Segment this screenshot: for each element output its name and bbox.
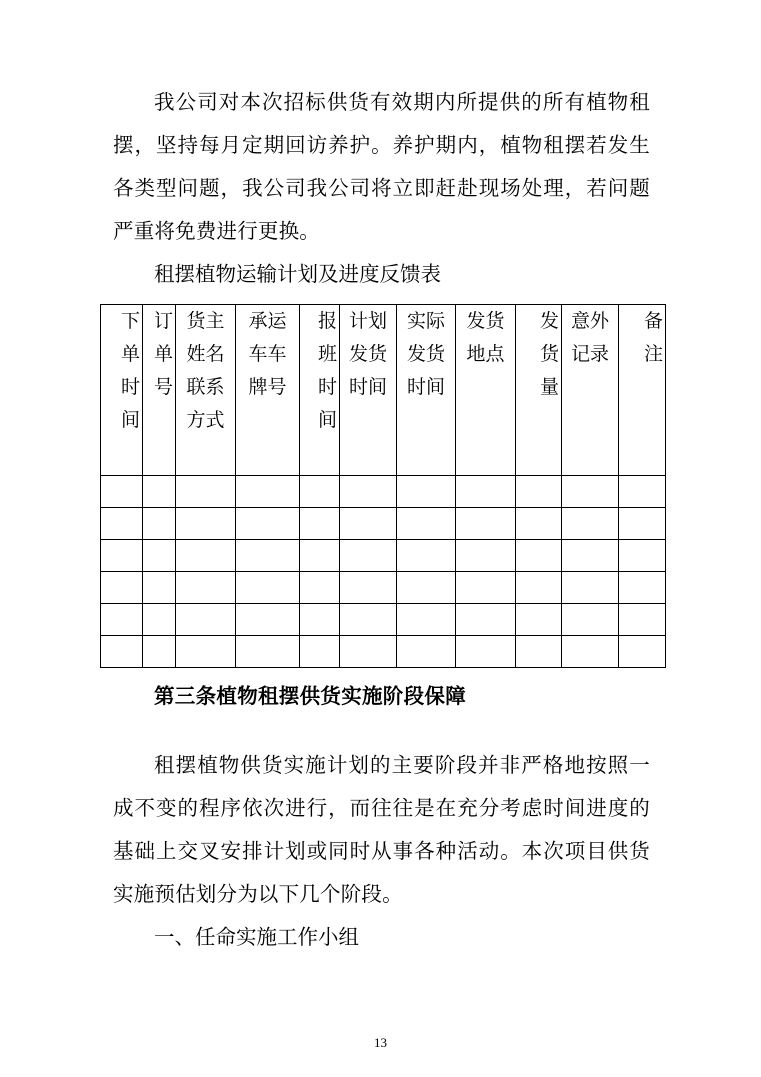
table-cell[interactable] <box>101 508 143 540</box>
page-number: 13 <box>374 1035 387 1050</box>
table-cell[interactable] <box>143 540 176 572</box>
table-cell[interactable] <box>516 540 562 572</box>
table-cell[interactable] <box>340 476 397 508</box>
transport-plan-table <box>100 304 666 668</box>
table-cell[interactable] <box>562 572 619 604</box>
table-cell[interactable] <box>176 636 236 668</box>
table-cell[interactable] <box>516 476 562 508</box>
table-cell[interactable] <box>516 604 562 636</box>
table-cell[interactable] <box>300 604 340 636</box>
table-cell[interactable] <box>619 604 666 636</box>
table-row <box>101 508 666 540</box>
header-text-owner-contact: 货主姓名联系方式 <box>186 311 225 431</box>
table-cell[interactable] <box>619 476 666 508</box>
table-header-cell <box>340 305 397 476</box>
table-header-cell <box>176 305 236 476</box>
table-cell[interactable] <box>101 540 143 572</box>
table-header-cell <box>456 305 516 476</box>
table-cell[interactable] <box>340 636 397 668</box>
table-cell[interactable] <box>397 604 456 636</box>
table-cell[interactable] <box>300 476 340 508</box>
table-header-cell <box>101 305 143 476</box>
table-cell[interactable] <box>300 572 340 604</box>
table-cell[interactable] <box>397 476 456 508</box>
table-cell[interactable] <box>397 572 456 604</box>
header-text-ship-quantity: 发货量 <box>540 311 560 398</box>
table-cell[interactable] <box>236 508 300 540</box>
table-cell[interactable] <box>619 508 666 540</box>
table-cell[interactable] <box>456 636 516 668</box>
table-cell[interactable] <box>340 540 397 572</box>
table-cell[interactable] <box>176 572 236 604</box>
table-cell[interactable] <box>236 572 300 604</box>
table-header-cell <box>143 305 176 476</box>
spacer <box>113 668 650 676</box>
table-header-row <box>101 305 666 476</box>
body-paragraph: 租摆植物供货实施计划的主要阶段并非严格地按照一成不变的程序依次进行，而往往是在充分考虑时间进度的基础上交叉安排计划或同时从事各种活动。本次项目供货实施预估划分为以下几个阶段。 <box>113 755 650 906</box>
table-cell[interactable] <box>456 604 516 636</box>
table-row <box>101 604 666 636</box>
table-cell[interactable] <box>456 508 516 540</box>
table-cell[interactable] <box>101 636 143 668</box>
table-cell[interactable] <box>236 636 300 668</box>
table-cell[interactable] <box>340 508 397 540</box>
header-text-actual-ship-time: 实际发货时间 <box>406 311 445 398</box>
table-cell[interactable] <box>340 572 397 604</box>
header-text-planned-ship-time: 计划发货时间 <box>348 311 387 398</box>
table-cell[interactable] <box>397 540 456 572</box>
table-cell[interactable] <box>300 636 340 668</box>
header-text-order-time: 下单时间 <box>121 311 141 431</box>
intro-paragraph: 我公司对本次招标供货有效期内所提供的所有植物租摆，坚持每月定期回访养护。养护期内，植物租摆若发生各类型问题，我公司我公司将立即赶赴现场处理，若问题严重将免费进行更换。 <box>113 92 650 243</box>
table-cell[interactable] <box>619 540 666 572</box>
table-header-cell <box>516 305 562 476</box>
table-cell[interactable] <box>397 508 456 540</box>
page-content <box>113 82 664 960</box>
header-text-order-number: 订单号 <box>154 311 174 398</box>
table-cell[interactable] <box>143 572 176 604</box>
table-body <box>101 476 666 668</box>
table-cell[interactable] <box>300 540 340 572</box>
table-caption: 租摆植物运输计划及进度反馈表 <box>154 264 441 286</box>
spacer <box>113 719 650 745</box>
header-text-dispatch-time: 报班时间 <box>318 311 338 431</box>
table-cell[interactable] <box>236 540 300 572</box>
table-header-cell <box>397 305 456 476</box>
header-text-remarks: 备注 <box>644 311 664 365</box>
table-cell[interactable] <box>143 604 176 636</box>
table-cell[interactable] <box>562 476 619 508</box>
table-cell[interactable] <box>516 508 562 540</box>
table-cell[interactable] <box>340 604 397 636</box>
list-item-1: 一、任命实施工作小组 <box>154 927 359 949</box>
table-cell[interactable] <box>176 540 236 572</box>
table-cell[interactable] <box>176 508 236 540</box>
table-cell[interactable] <box>562 604 619 636</box>
table-cell[interactable] <box>176 476 236 508</box>
table-cell[interactable] <box>101 572 143 604</box>
table-header-cell <box>619 305 666 476</box>
table-cell[interactable] <box>397 636 456 668</box>
table-cell[interactable] <box>143 508 176 540</box>
table-cell[interactable] <box>176 604 236 636</box>
table-row <box>101 540 666 572</box>
table-row <box>101 572 666 604</box>
table-cell[interactable] <box>300 508 340 540</box>
table-cell[interactable] <box>101 604 143 636</box>
table-cell[interactable] <box>516 636 562 668</box>
table-cell[interactable] <box>143 636 176 668</box>
table-header-cell <box>562 305 619 476</box>
table-row <box>101 476 666 508</box>
table-cell[interactable] <box>516 572 562 604</box>
header-text-incident-record: 意外记录 <box>570 311 609 365</box>
table-row <box>101 636 666 668</box>
table-cell[interactable] <box>562 540 619 572</box>
table-cell[interactable] <box>562 508 619 540</box>
table-cell[interactable] <box>619 572 666 604</box>
header-text-vehicle-plate: 承运车车牌号 <box>248 311 287 398</box>
table-cell[interactable] <box>101 476 143 508</box>
section-heading: 第三条植物租摆供货实施阶段保障 <box>154 686 466 708</box>
header-text-ship-location: 发货地点 <box>466 311 505 365</box>
table-cell[interactable] <box>619 636 666 668</box>
table-header-cell <box>300 305 340 476</box>
table-cell[interactable] <box>236 476 300 508</box>
table-cell[interactable] <box>456 540 516 572</box>
table-cell[interactable] <box>236 604 300 636</box>
table-header-cell <box>236 305 300 476</box>
table-cell[interactable] <box>456 572 516 604</box>
table-cell[interactable] <box>143 476 176 508</box>
table-cell[interactable] <box>562 636 619 668</box>
table-cell[interactable] <box>456 476 516 508</box>
